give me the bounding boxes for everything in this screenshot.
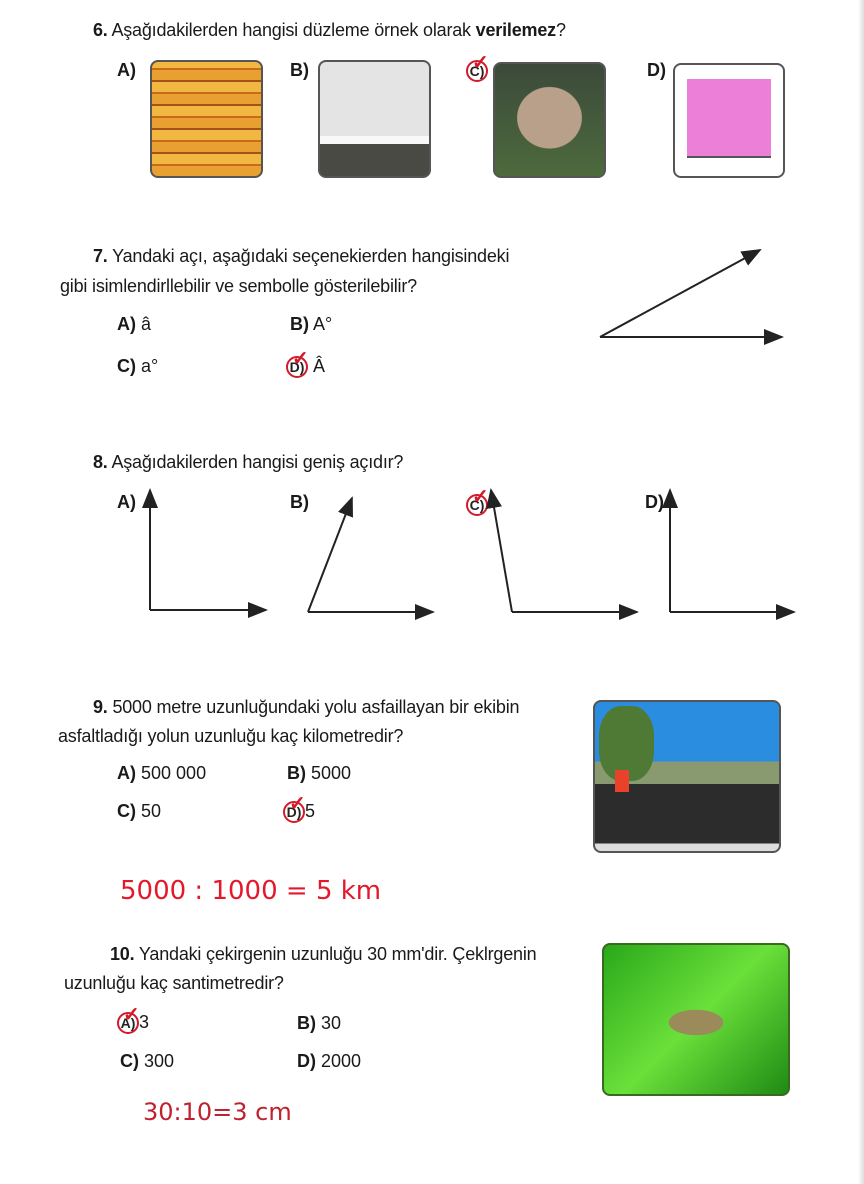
- q10-solution: 30:10=3 cm: [143, 1098, 292, 1126]
- option-label: C): [117, 801, 136, 821]
- answer-check-mark: A) ✓: [117, 1012, 139, 1034]
- option-value: â: [141, 314, 152, 334]
- option-value: Â: [313, 356, 326, 376]
- question-8: [93, 452, 403, 473]
- question-number: 8.: [93, 452, 108, 472]
- answer-check-mark: D) ✓: [286, 356, 308, 378]
- option-label: D): [297, 1051, 316, 1071]
- q9-option-c[interactable]: [117, 801, 161, 822]
- option-label: A): [117, 314, 136, 334]
- question-text: Aşağıdakilerden hangisi düzleme örnek olarak: [111, 20, 476, 40]
- option-value: 300: [144, 1051, 175, 1071]
- q10-option-d[interactable]: [297, 1051, 361, 1072]
- question-text: Yandaki çekirgenin uzunluğu 30 mm'dir. Çeklrgenin: [138, 944, 537, 964]
- q9-option-b[interactable]: [287, 763, 351, 784]
- option-value: A°: [313, 314, 333, 334]
- option-value: 5: [305, 801, 316, 821]
- answer-check-mark: D) ✓: [283, 801, 305, 823]
- option-label: A): [117, 492, 136, 512]
- option-label: B): [287, 763, 306, 783]
- pink-sheet-image: [673, 63, 785, 178]
- option-value: 500 000: [141, 763, 207, 783]
- q9-option-d[interactable]: [283, 801, 315, 823]
- option-label: C): [120, 1051, 139, 1071]
- q7-option-d[interactable]: [286, 356, 325, 378]
- option-value: a°: [141, 356, 159, 376]
- question-mark: ?: [555, 20, 566, 40]
- table-image: [318, 60, 431, 178]
- wooden-floor-image: [150, 60, 263, 178]
- question-text: 5000 metre uzunluğundaki yolu asfaillayan bir ekibin: [112, 697, 520, 717]
- q7-option-c[interactable]: [117, 356, 158, 377]
- q9-option-a[interactable]: [117, 763, 206, 784]
- question-text-line2: gibi isimlendirllebilir ve sembolle gösterilebilir?: [60, 276, 417, 296]
- option-label: B): [290, 314, 309, 334]
- q10-option-a[interactable]: [117, 1012, 149, 1034]
- question-text: Aşağıdakilerden hangisi geniş açıdır?: [111, 452, 404, 472]
- answer-check-mark: C) ✓: [466, 60, 488, 82]
- question-text: Yandaki açı, aşağıdaki seçenekierden hangisindeki: [112, 246, 510, 266]
- option-label: A): [117, 60, 136, 80]
- question-emphasis: verilemez: [475, 20, 556, 40]
- q6-option-d[interactable]: [647, 60, 666, 81]
- q6-option-c[interactable]: [466, 60, 488, 82]
- q7-option-b[interactable]: [290, 314, 332, 335]
- option-label: B): [290, 492, 309, 512]
- option-value: 30: [321, 1013, 342, 1033]
- q7-option-a[interactable]: [117, 314, 151, 335]
- option-label: B): [290, 60, 309, 80]
- rock-image: [493, 62, 606, 178]
- question-text-line2: uzunluğu kaç santimetredir?: [64, 973, 284, 993]
- q10-option-c[interactable]: [120, 1051, 174, 1072]
- question-9: [93, 697, 519, 718]
- asphalt-road-image: [593, 700, 781, 853]
- grasshopper-image: [602, 943, 790, 1096]
- option-label: D): [647, 60, 666, 80]
- question-number: 7.: [93, 246, 108, 266]
- question-number: 6.: [93, 20, 108, 40]
- option-label: C): [117, 356, 136, 376]
- angle-options-figures: [0, 480, 864, 625]
- answer-check-mark: C) ✓: [466, 494, 488, 516]
- q10-option-b[interactable]: [297, 1013, 341, 1034]
- q9-solution: 5000 : 1000 = 5 km: [120, 876, 382, 906]
- option-value: 3: [139, 1012, 150, 1032]
- angle-figure: [590, 240, 800, 350]
- option-label: B): [297, 1013, 316, 1033]
- option-label: D): [645, 492, 664, 512]
- option-value: 2000: [321, 1051, 362, 1071]
- q6-option-b[interactable]: [290, 60, 309, 81]
- question-number: 9.: [93, 697, 108, 717]
- option-value: 50: [141, 801, 162, 821]
- question-7: [93, 246, 509, 267]
- question-text-line2: asfaltladığı yolun uzunluğu kaç kilometredir?: [58, 726, 404, 746]
- option-label: A): [117, 763, 136, 783]
- question-10: [110, 944, 536, 965]
- question-number: 10.: [110, 944, 135, 964]
- option-value: 5000: [311, 763, 352, 783]
- question-6: [93, 20, 566, 41]
- q6-option-a[interactable]: [117, 60, 136, 81]
